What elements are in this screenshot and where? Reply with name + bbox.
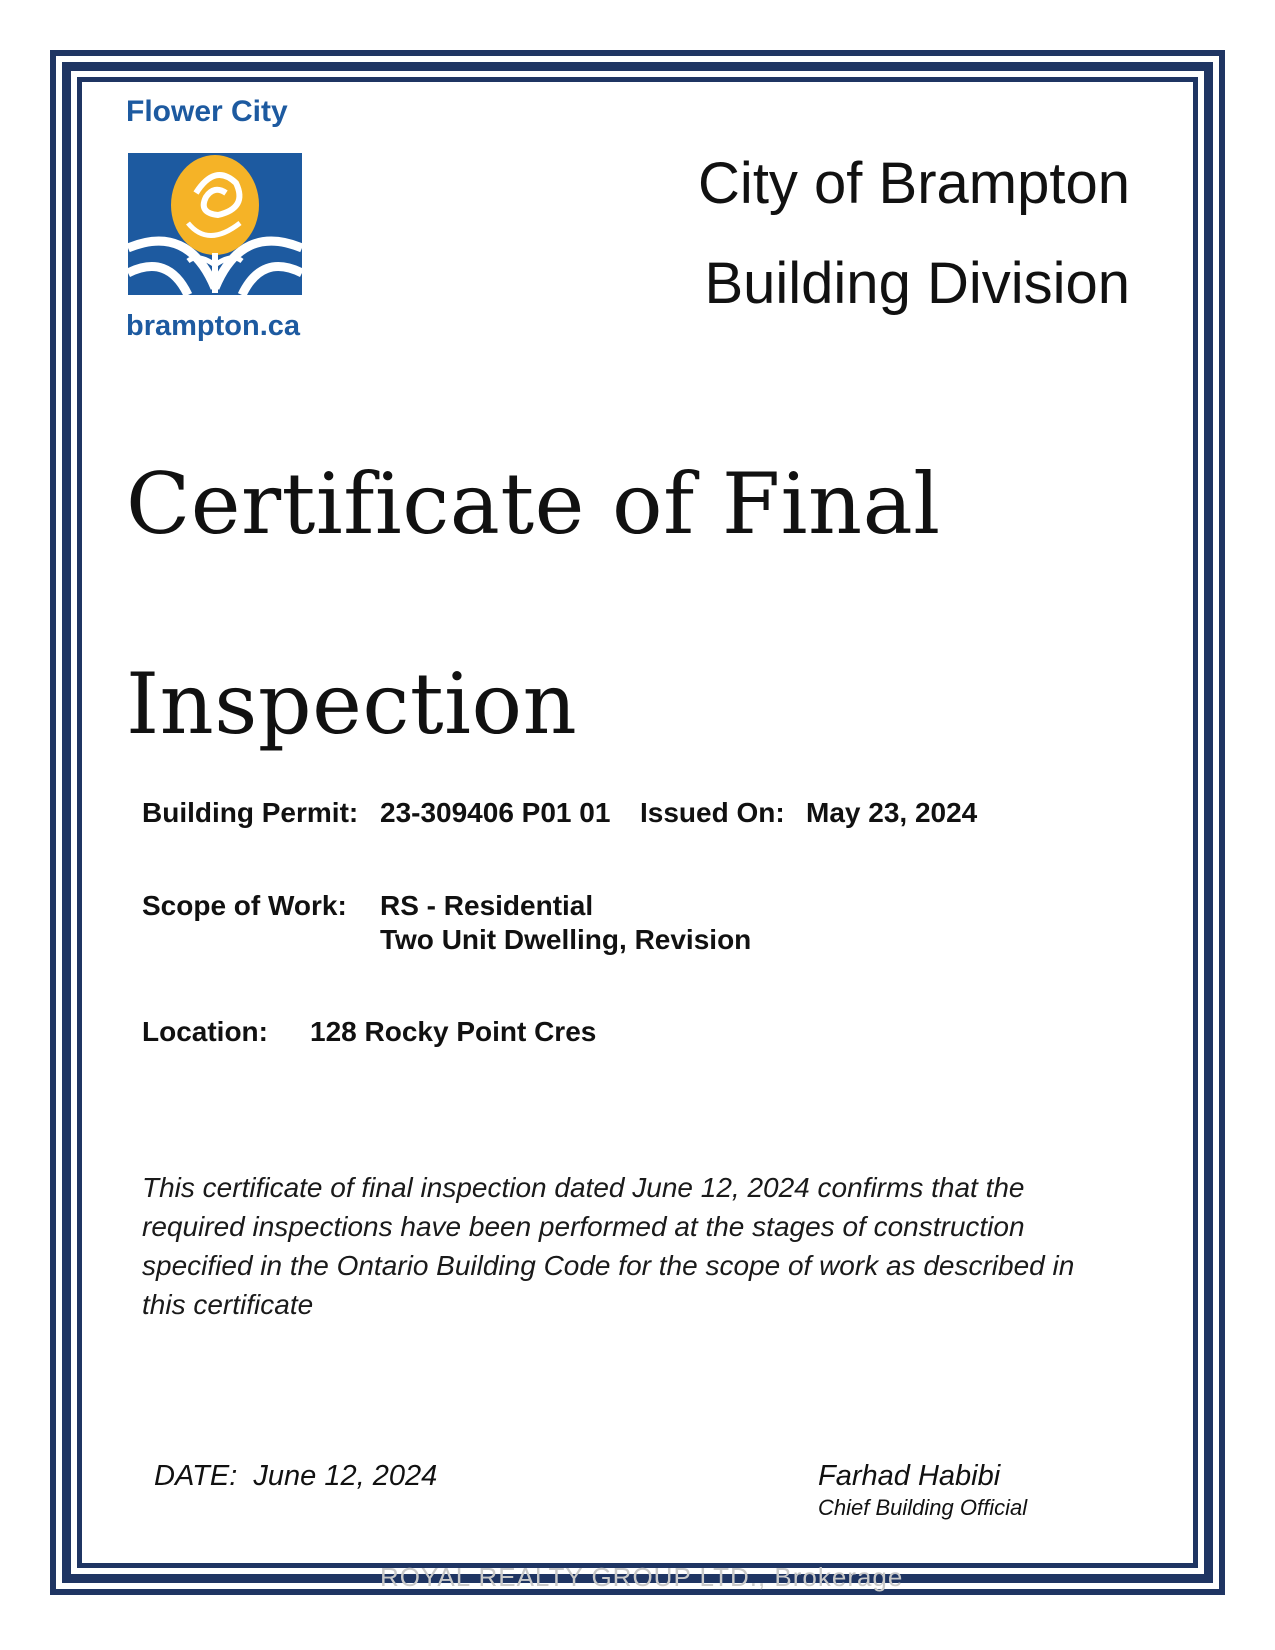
issued-label: Issued On: [640, 797, 785, 828]
certificate-title-line1: Certificate of Final [126, 455, 941, 553]
brampton-logo [126, 95, 306, 345]
location-label: Location: [142, 1016, 268, 1047]
footer-date [154, 1460, 437, 1493]
scope-line1: RS - Residential [380, 890, 594, 921]
logo-bottom-text: brampton.ca [126, 310, 301, 342]
location-value: 128 Rocky Point Cres [310, 1016, 597, 1047]
permit-label: Building Permit: [142, 797, 359, 828]
org-name: City of Brampton [698, 151, 1130, 216]
date-label: DATE: [154, 1460, 238, 1492]
scope-label: Scope of Work: [142, 890, 347, 921]
date-value: June 12, 2024 [253, 1460, 438, 1492]
scope-line2: Two Unit Dwelling, Revision [380, 924, 752, 955]
flower-emblem-icon [128, 153, 302, 295]
certificate-title-line2: Inspection [126, 655, 578, 753]
signer-name: Farhad Habibi [818, 1460, 1001, 1492]
issued-date: May 23, 2024 [806, 797, 978, 828]
certificate-statement: This certificate of final inspection dated June 12, 2024 confirms that the required inspections have been performed at the stages of construction specified in the Ontario Building Code for the scope of work as described in this certificate [142, 1172, 1075, 1320]
logo-top-text: Flower City [126, 95, 288, 128]
watermark: ROYAL REALTY GROUP LTD., Brokerage [380, 1562, 904, 1592]
org-division: Building Division [704, 251, 1130, 316]
signer-title: Chief Building Official [818, 1495, 1028, 1520]
permit-number: 23-309406 P01 01 [380, 797, 611, 828]
